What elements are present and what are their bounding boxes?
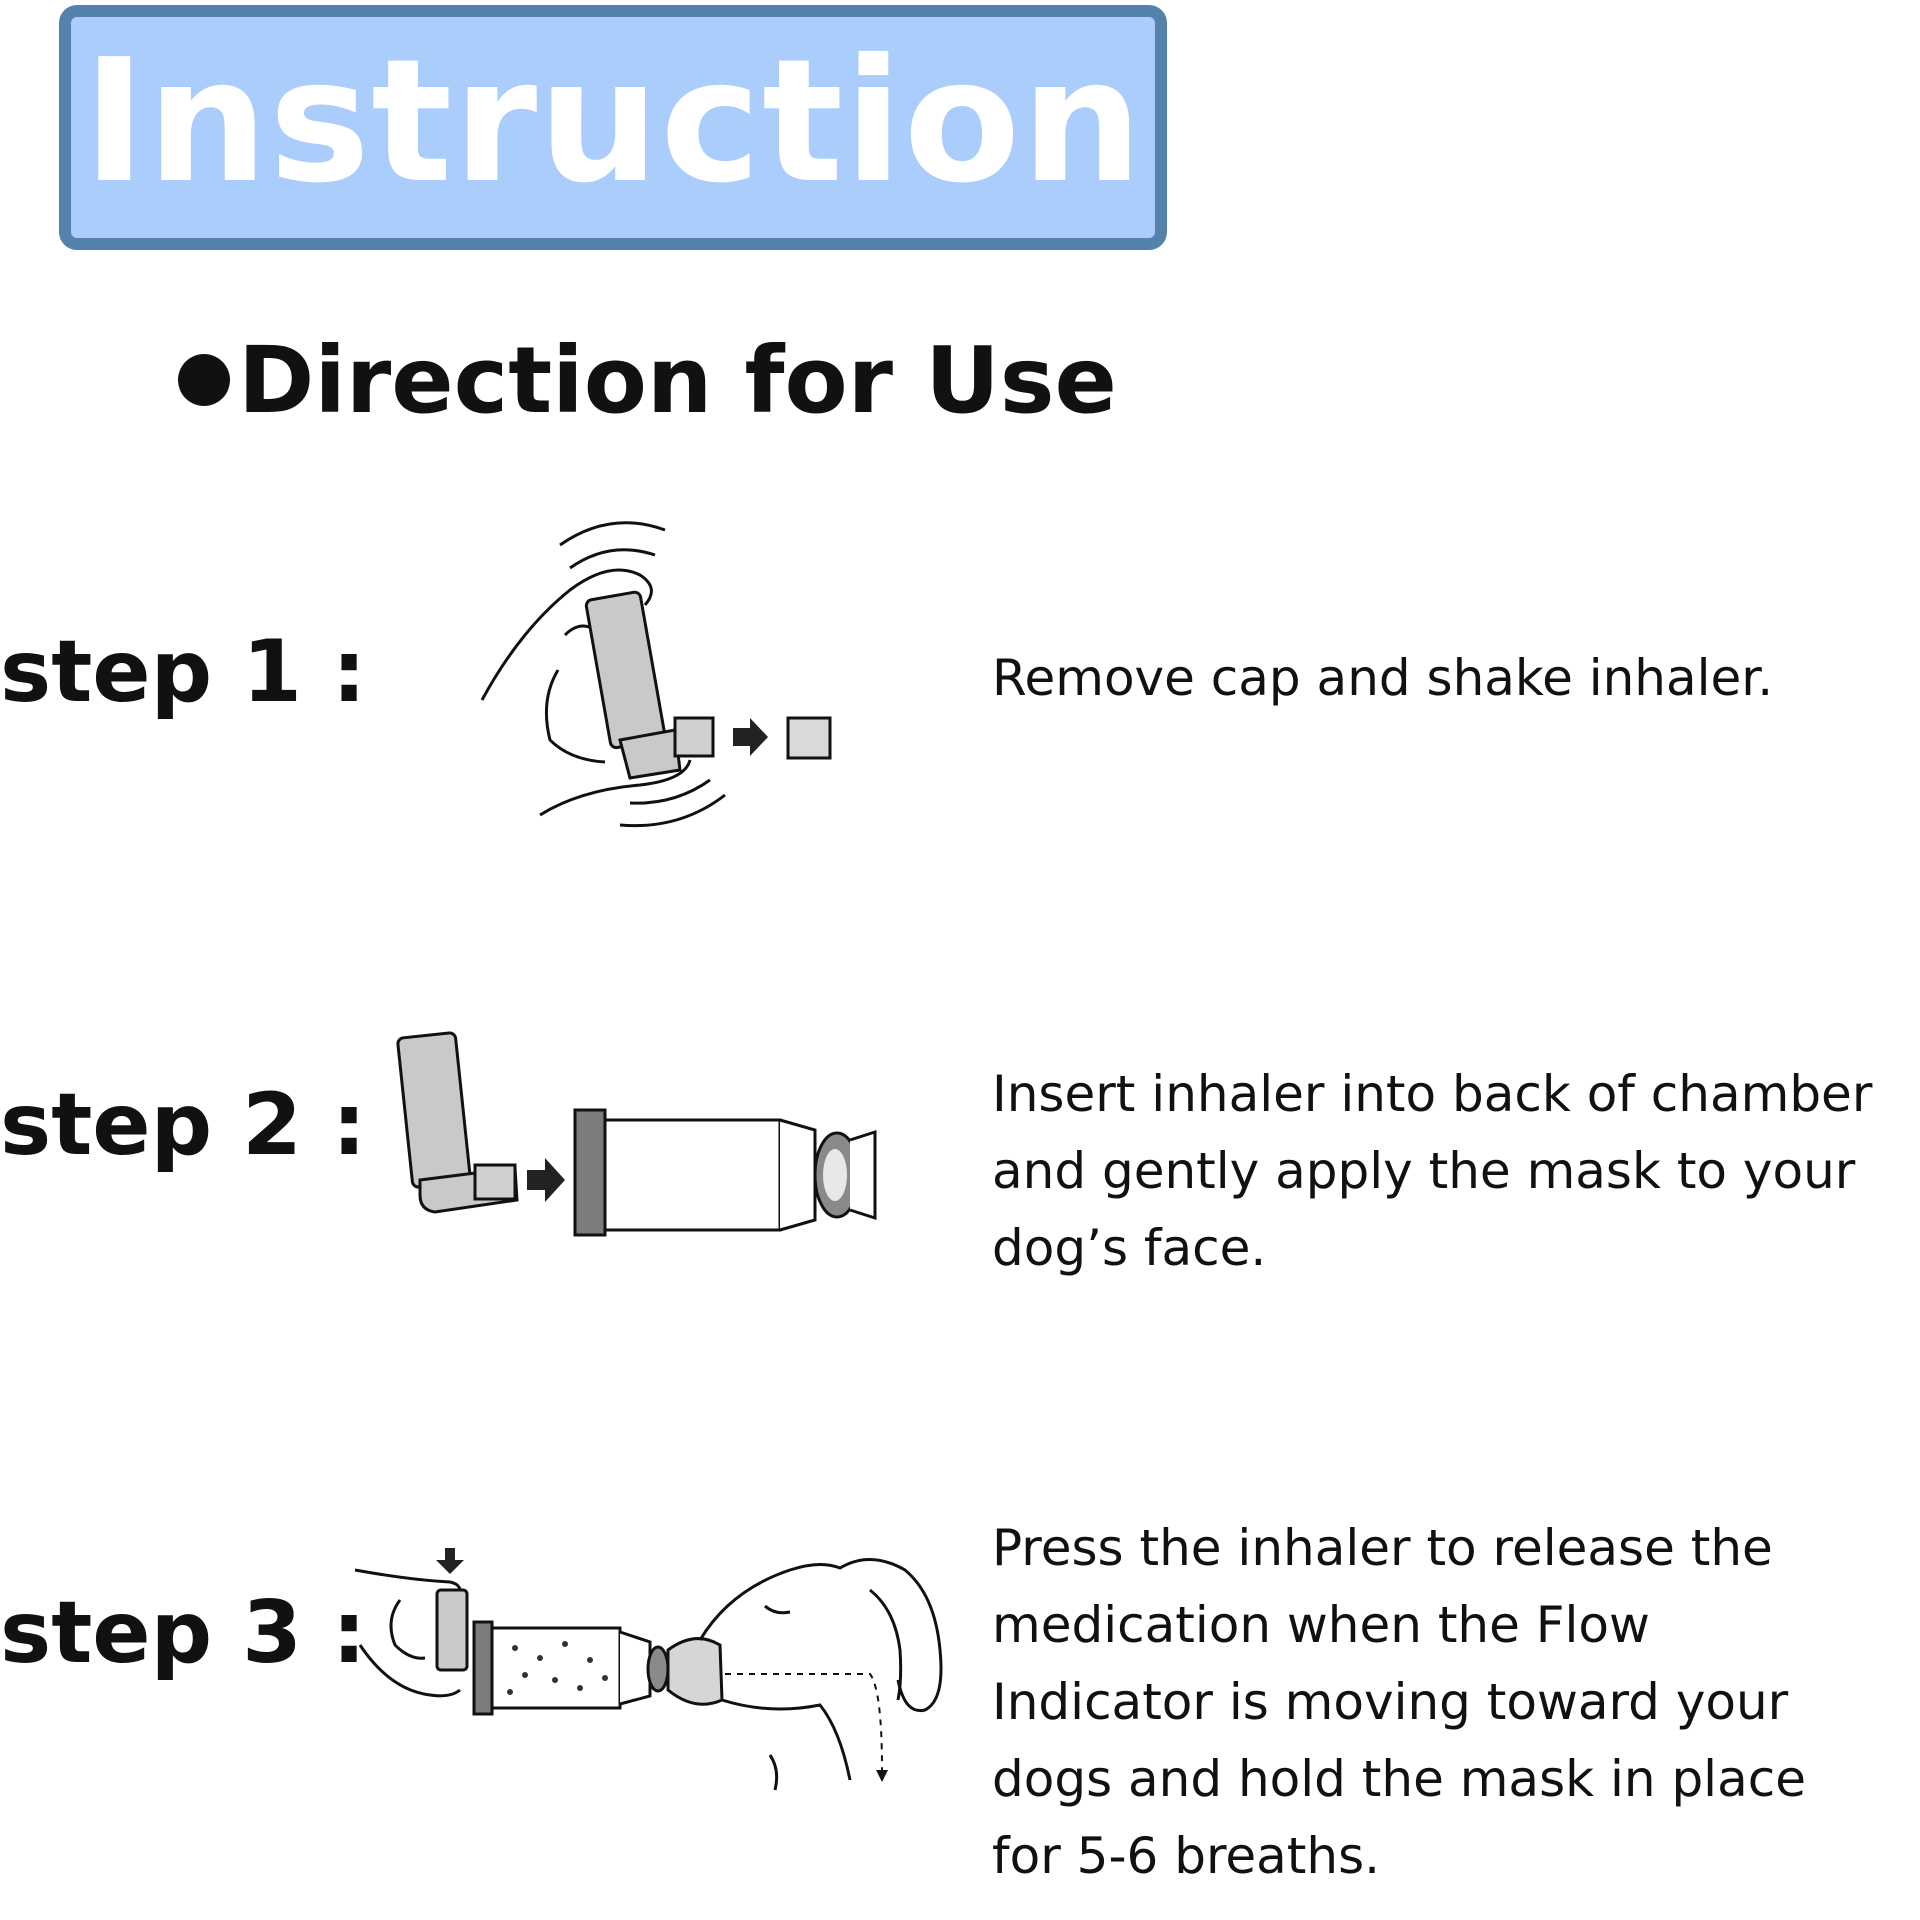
section-heading-text: Direction for Use: [238, 326, 1117, 434]
bullet-icon: [178, 354, 230, 406]
step-1-label: step 1 :: [0, 622, 367, 722]
step-1-text: Remove cap and shake inhaler.: [992, 649, 1774, 707]
banner-title: Instruction: [82, 22, 1144, 221]
step-2-label: step 2 :: [0, 1075, 367, 1175]
step-3-text: Press the inhaler to release the medication when the Flow Indicator is moving toward your dogs and hold the mask in place for 5-6 breaths.: [992, 1519, 1806, 1885]
hand-shaking-inhaler-icon: [470, 500, 850, 840]
section-heading: [178, 325, 1117, 435]
inhaler-into-chamber-icon: [395, 1020, 885, 1240]
step-2-text: Insert inhaler into back of chamber and gently apply the mask to your dog’s face.: [992, 1065, 1873, 1277]
instruction-banner: [59, 5, 1167, 250]
dog-using-spacer-icon: [350, 1540, 950, 1800]
step-3-label: step 3 :: [0, 1583, 367, 1683]
